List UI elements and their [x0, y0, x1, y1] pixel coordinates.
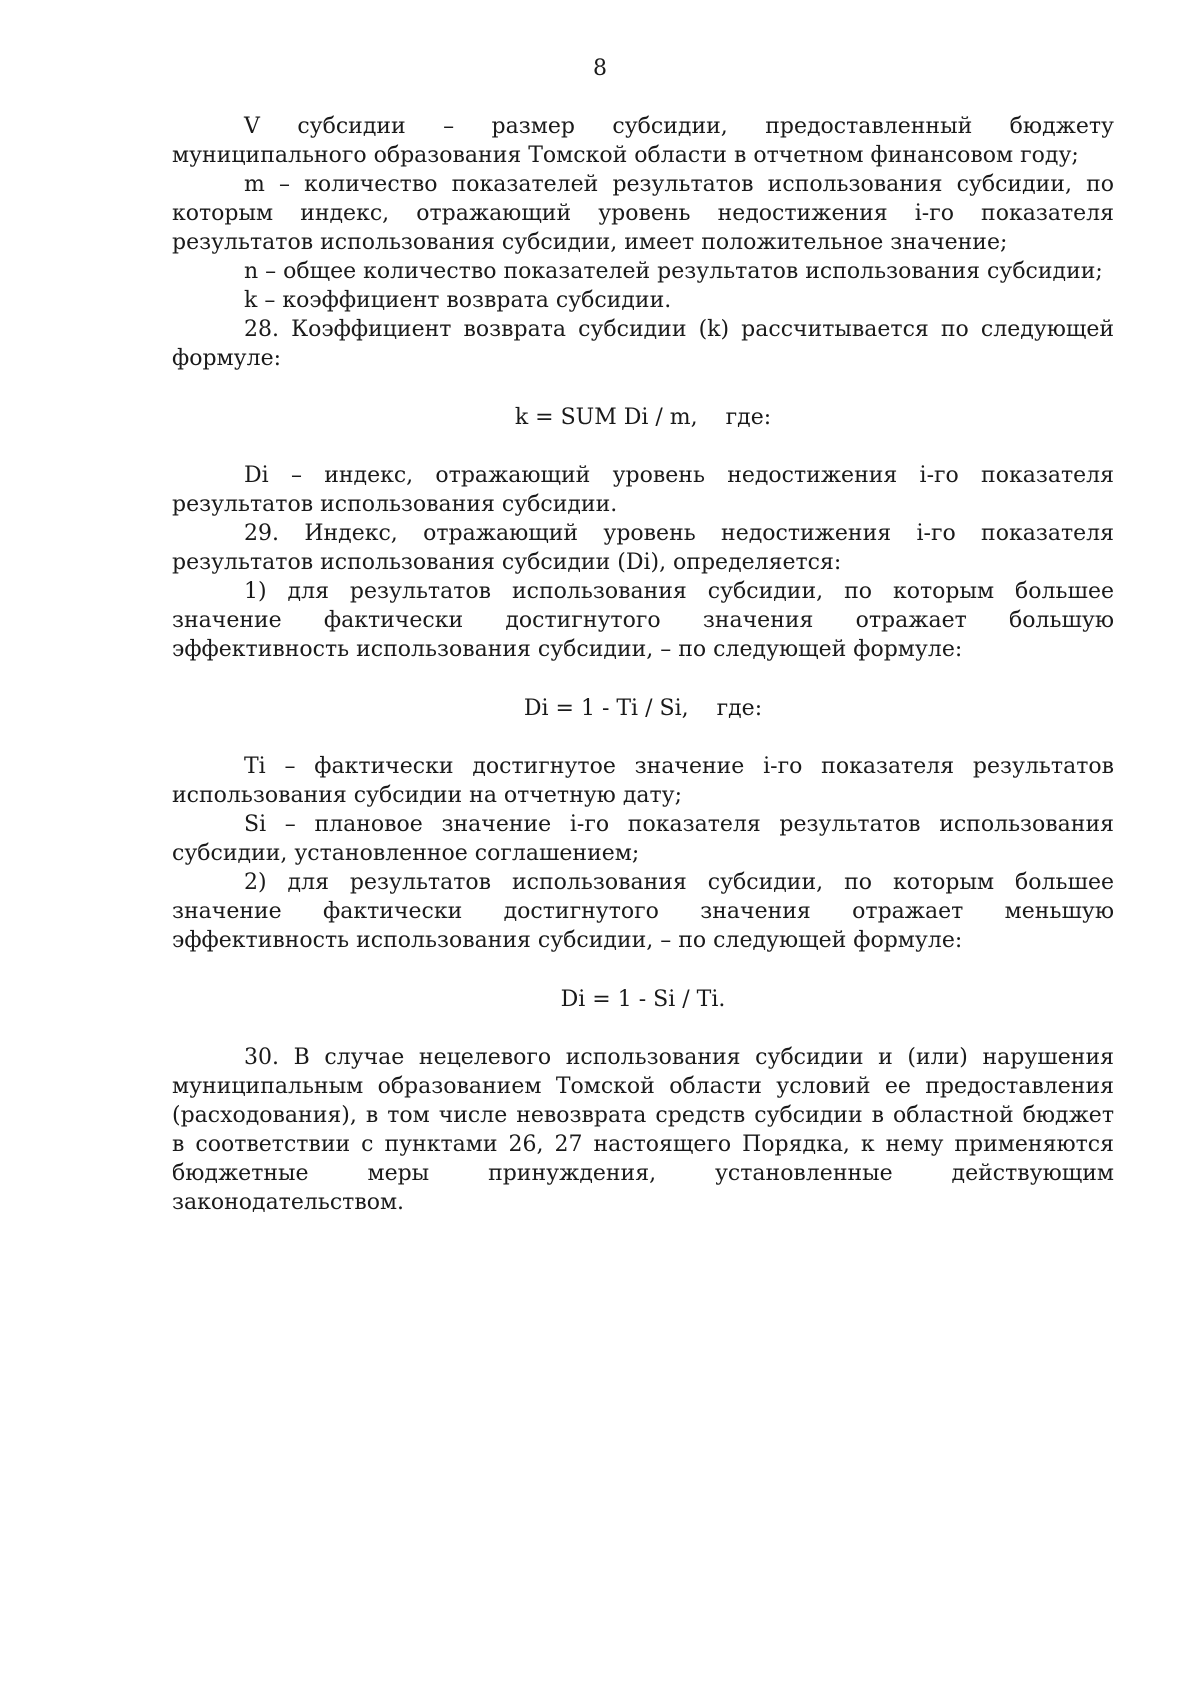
definition-m: m – количество показателей результатов использования субсидии, по которым индекс, отражающий уровень недостижения i-го показателя результатов использования субсидии, имеет положительное значение;	[172, 172, 1114, 255]
formula-di-1-text: Di = 1 - Ti / Si,	[523, 696, 689, 721]
definition-k: k – коэффициент возврата субсидии.	[244, 288, 672, 313]
formula-di-2	[172, 985, 1114, 1014]
formula-di-1	[172, 694, 1114, 723]
clause-29: 29. Индекс, отражающий уровень недостижения i-го показателя результатов использования субсидии (Di), определяется:	[172, 521, 1114, 575]
definition-n: n – общее количество показателей результатов использования субсидии;	[244, 259, 1103, 284]
formula-k-text: k = SUM Di / m,	[514, 405, 698, 430]
definition-di: Di – индекс, отражающий уровень недостижения i-го показателя результатов использования субсидии.	[172, 463, 1114, 517]
clause-28: 28. Коэффициент возврата субсидии (k) рассчитывается по следующей формуле:	[172, 317, 1114, 371]
definition-v-subsidy: V субсидии – размер субсидии, предоставленный бюджету муниципального образования Томской области в отчетном финансовом году;	[172, 114, 1114, 168]
clause-30: 30. В случае нецелевого использования субсидии и (или) нарушения муниципальным образованием Томской области условий ее предоставления (расходования), в том числе невозврата средств субсидии в областной бюджет в соответствии с пунктами 26, 27 настоящего Порядка, к нему применяются бюджетные меры принуждения, установленные действующим законодательством.	[172, 1045, 1114, 1215]
definition-ti: Ti – фактически достигнутое значение i-го показателя результатов использования субсидии на отчетную дату;	[172, 754, 1114, 808]
page-number: 8	[593, 56, 607, 81]
formula-di-2-text: Di = 1 - Si / Ti.	[560, 987, 726, 1012]
definition-si: Si – плановое значение i-го показателя результатов использования субсидии, установленное соглашением;	[172, 812, 1114, 866]
document-body	[172, 112, 1114, 1217]
formula-di-1-where: где:	[716, 696, 763, 721]
clause-29-item-1: 1) для результатов использования субсидии, по которым большее значение фактически достигнутого значения отражает большую эффективность использования субсидии, – по следующей формуле:	[172, 579, 1114, 662]
clause-29-item-2: 2) для результатов использования субсидии, по которым большее значение фактически достигнутого значения отражает меньшую эффективность использования субсидии, – по следующей формуле:	[172, 870, 1114, 953]
formula-k-where: где:	[725, 405, 772, 430]
formula-k	[172, 403, 1114, 432]
